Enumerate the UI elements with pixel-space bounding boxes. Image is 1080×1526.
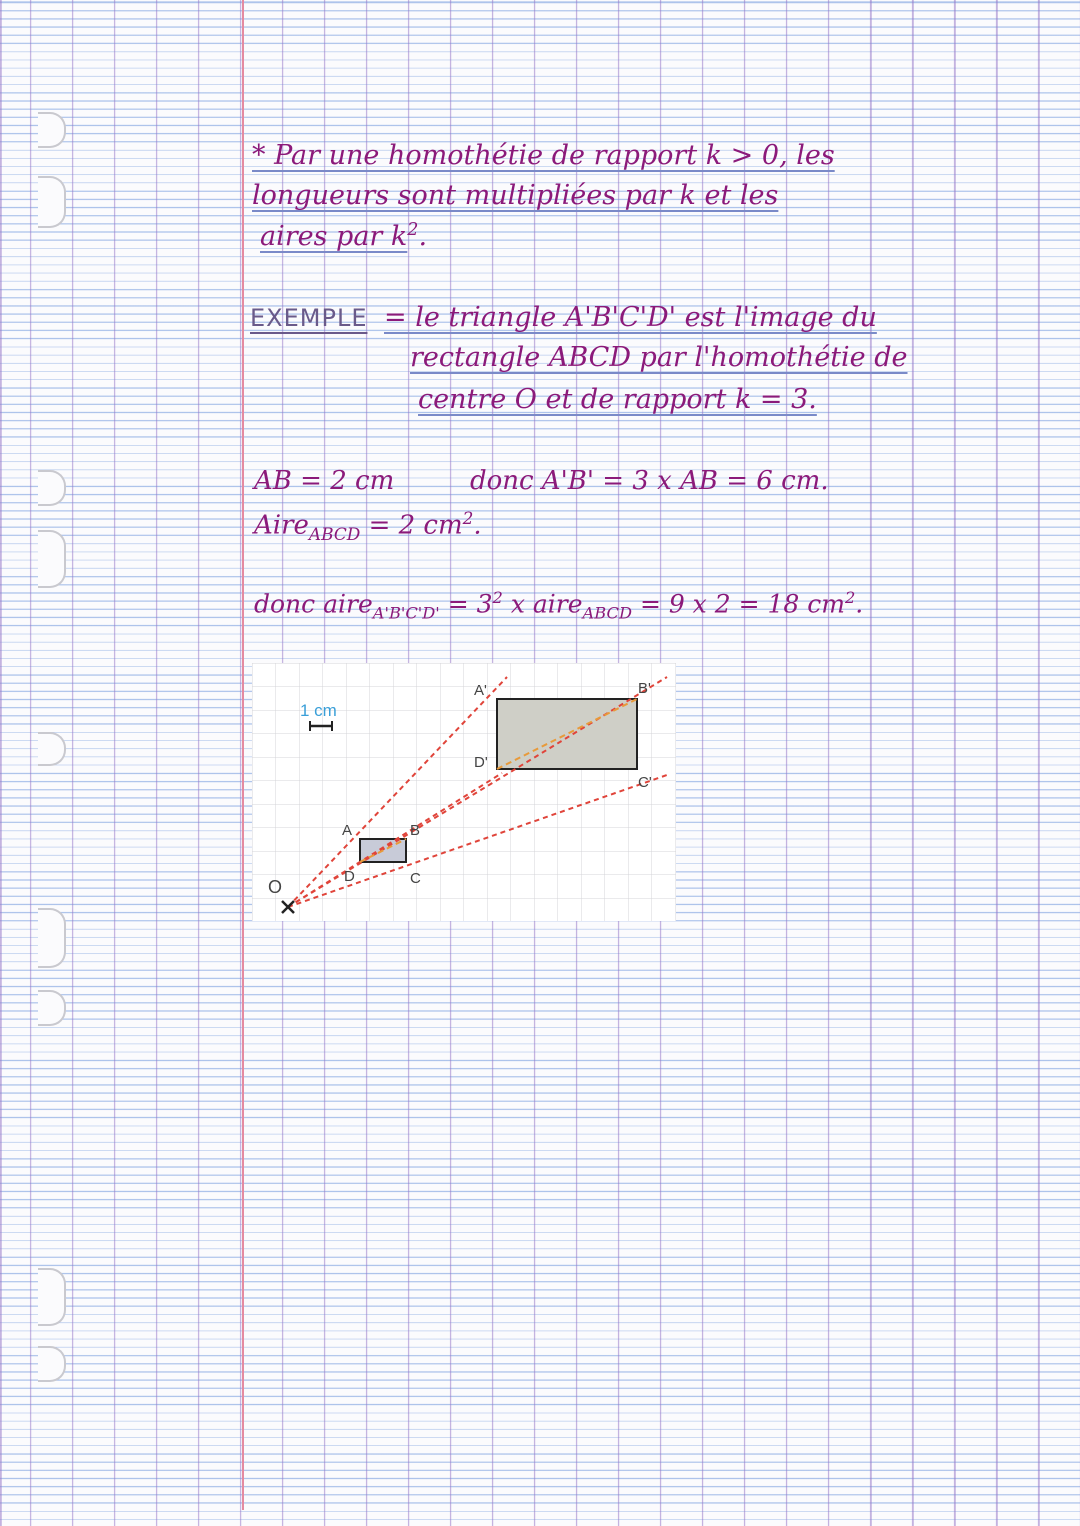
binder-hole (38, 1346, 66, 1382)
point-c-image: C' (638, 774, 652, 791)
point-a-image: A' (474, 682, 487, 699)
rule-line-1: * Par une homothétie de rapport k > 0, les (252, 140, 835, 171)
binder-hole (38, 112, 66, 148)
point-o: O (268, 877, 283, 897)
point-d: D (344, 868, 355, 885)
binder-hole (38, 470, 66, 506)
point-d-image: D' (474, 754, 488, 771)
scale-label: 1 cm (300, 701, 337, 720)
margin-line (242, 0, 244, 1510)
rule-line-2: longueurs sont multipliées par k et les (252, 180, 779, 211)
example-label: EXEMPLE (250, 304, 368, 332)
homothety-figure (252, 663, 676, 921)
point-c: C (410, 870, 421, 887)
binder-hole (38, 732, 66, 766)
point-b-image: B' (638, 680, 651, 697)
area-abcd: Aire$_{ABCD}$ = 2 $cm^2$. (254, 508, 482, 544)
ab-image-length: donc A'B' = 3 x AB = 6 cm. (470, 466, 829, 496)
example-line-1: = le triangle A'B'C'D' est l'image du (384, 302, 877, 333)
point-a: A (342, 822, 353, 839)
binder-hole (38, 1268, 66, 1326)
ab-length: AB = 2 cm (254, 466, 395, 496)
figure-canvas (252, 663, 676, 921)
example-line-3: centre O et de rapport k = 3. (418, 384, 817, 415)
binder-hole (38, 530, 66, 588)
point-b: B (410, 822, 421, 839)
rule-line-3: aires par $k^2$. (260, 220, 428, 252)
example-line-2: rectangle ABCD par l'homothétie de (410, 342, 908, 373)
binder-hole (38, 990, 66, 1026)
binder-hole (38, 176, 66, 228)
area-image-result: donc aire$_{A'B'C'D'}$ = $3^2$ x aire$_{ABCD}$ = 9 x 2 = 18 $cm^2$. (254, 588, 864, 623)
binder-hole (38, 908, 66, 968)
